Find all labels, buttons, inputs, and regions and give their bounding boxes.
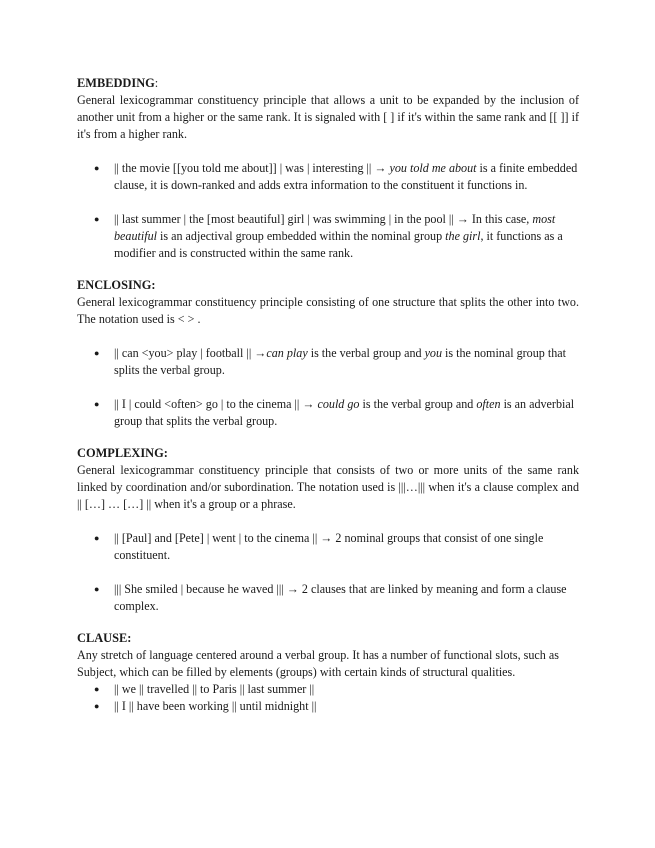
enclosing-heading: ENCLOSING: bbox=[77, 278, 156, 292]
list-item: ● || I || have been working || until midnight || bbox=[94, 699, 317, 713]
bullet-icon: ● bbox=[94, 163, 100, 173]
embedding-heading: EMBEDDING: bbox=[77, 76, 159, 90]
bullet-icon: ● bbox=[94, 533, 100, 543]
bullet-icon: ● bbox=[94, 399, 100, 409]
list-item: ● || the movie [[you told me about]] | was | interesting || → you told me about is a finite embedded clause, it is down-ranked and adds extra information to the constituent it functions in. bbox=[94, 161, 578, 192]
complexing-examples bbox=[77, 530, 579, 615]
list-item: ● || I | could <often> go | to the cinema || → could go is the verbal group and often is an adverbial group that splits the verbal group. bbox=[94, 397, 575, 428]
embedding-examples bbox=[77, 160, 579, 262]
bullet-icon: ● bbox=[94, 348, 100, 358]
list-item: ● || can <you> play | football || →can play is the verbal group and you is the nominal group that splits the verbal group. bbox=[94, 346, 566, 377]
bullet-icon: ● bbox=[94, 684, 100, 694]
list-item: ● || we || travelled || to Paris || last summer || bbox=[94, 682, 315, 696]
complexing-definition: General lexicogrammar constituency principle that consists of two or more units of the same rank linked by coordination and/or subordination. The notation used is |||…||| when it's a clause complex and || […] … […] || when it's a group or a phrase. bbox=[77, 463, 579, 511]
complexing-heading: COMPLEXING: bbox=[77, 446, 168, 460]
document-page bbox=[77, 75, 579, 715]
bullet-icon: ● bbox=[94, 701, 100, 711]
bullet-icon: ● bbox=[94, 584, 100, 594]
bullet-icon: ● bbox=[94, 214, 100, 224]
section-enclosing bbox=[77, 277, 579, 430]
list-item: ● ||| She smiled | because he waved ||| → 2 clauses that are linked by meaning and form a clause complex. bbox=[94, 582, 567, 613]
embedding-definition: General lexicogrammar constituency principle that allows a unit to be expanded by the inclusion of another unit from a higher or the same rank. It is signaled with [ ] if it's within the same rank and [[ ]] if it's from a higher rank. bbox=[77, 93, 579, 141]
enclosing-examples bbox=[77, 345, 579, 430]
clause-definition: Any stretch of language centered around a verbal group. It has a number of functional slots, such as Subject, which can be filled by elements (groups) with certain kinds of structural qualities. bbox=[77, 648, 559, 679]
list-item: ● || last summer | the [most beautiful] girl | was swimming | in the pool || → In this case, most beautiful is an adjectival group embedded within the nominal group the girl, it functions as a modifier and is constructed within the same rank. bbox=[94, 212, 563, 260]
section-embedding bbox=[77, 75, 579, 262]
embedding-heading-colon: : bbox=[154, 76, 159, 90]
clause-heading: CLAUSE: bbox=[77, 631, 132, 645]
section-clause bbox=[77, 630, 579, 715]
enclosing-definition: General lexicogrammar constituency principle consisting of one structure that splits the other into two. The notation used is < > . bbox=[77, 295, 579, 326]
list-item: ● || [Paul] and [Pete] | went | to the cinema || → 2 nominal groups that consist of one single constituent. bbox=[94, 531, 544, 562]
section-complexing bbox=[77, 445, 579, 615]
clause-examples bbox=[77, 681, 579, 715]
